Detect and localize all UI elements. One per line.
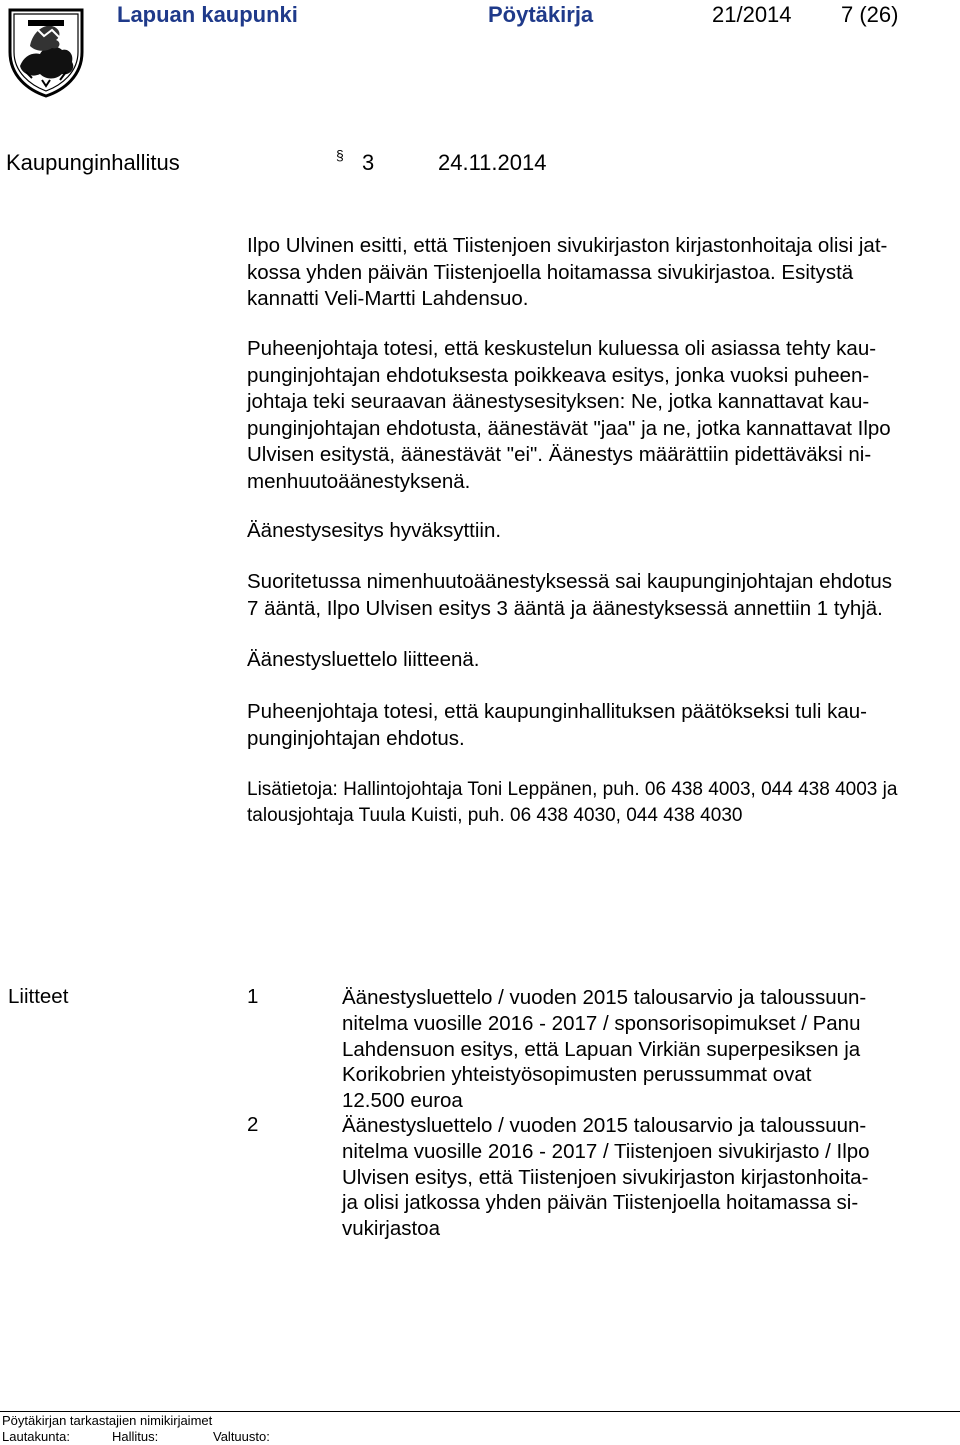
attachment-description: Äänestysluettelo / vuoden 2015 talousarvio ja taloussuun- nitelma vuosille 2016 - 2017 / Tiistenjoen sivukirjasto / Ilpo Ulvisen esitys, että Tiistenjoen sivukirjaston kirjastonhoita- ja olisi jatkossa yhden päivän Tiistenjoella hoitamassa si- vukirjastoa — [342, 1114, 870, 1241]
attachment-number: 1 — [247, 985, 259, 1008]
paragraph: Puheenjohtaja totesi, että kaupunginhallituksen päätökseksi tuli kau- punginjohtajan ehdotus. — [247, 700, 867, 750]
document-number: 21/2014 — [712, 2, 792, 27]
footer-field-government: Hallitus: — [112, 1429, 159, 1444]
attachment-number: 2 — [247, 1113, 259, 1136]
contact-info: Lisätietoja: Hallintojohtaja Toni Leppänen, puh. 06 438 4003, 044 438 4003 ja talousjohtaja Tuula Kuisti, puh. 06 438 4030, 044 438 4030 — [247, 779, 898, 826]
section-icon: § — [336, 147, 344, 163]
page-number: 7 (26) — [841, 2, 899, 27]
meeting-body: Kaupunginhallitus — [6, 150, 180, 175]
attachment-description: Äänestysluettelo / vuoden 2015 talousarvio ja taloussuun- nitelma vuosille 2016 - 2017 / sponsorisopimukset / Panu Lahdensuon esitys, että Lapuan Virkiän superpesiksen ja Korikobrien yhteistyösopimusten perussummat ovat 12.500 euroa — [342, 986, 867, 1113]
section-number: 3 — [362, 150, 375, 175]
coat-of-arms-icon — [6, 6, 86, 98]
paragraph: Puheenjohtaja totesi, että keskustelun kuluessa oli asiassa tehty kau- punginjohtajan ehdotuksesta poikkeava esitys, jonka vuoksi puheen- johtaja teki seuraavan äänestysesityksen: Ne, jotka kannattavat kau- punginjohtajan ehdotusta, äänestävät "jaa" ja ne, jotka kannattavat Ilpo Ulvisen esitystä, äänestävät "ei". Äänestys määrättiin pidettäväksi ni- menhuutoäänestyksenä. — [247, 337, 891, 493]
meeting-date: 24.11.2014 — [438, 150, 547, 175]
organization-name: Lapuan kaupunki — [117, 2, 298, 27]
attachments-label: Liitteet — [8, 985, 69, 1008]
document-type: Pöytäkirja — [488, 2, 594, 27]
footer-field-council: Valtuusto: — [213, 1429, 270, 1444]
footer-divider — [0, 1411, 960, 1412]
paragraph: Äänestysesitys hyväksyttiin. — [247, 519, 502, 542]
footer-field-board: Lautakunta: — [2, 1429, 70, 1444]
paragraph: Ilpo Ulvinen esitti, että Tiistenjoen sivukirjaston kirjastonhoitaja olisi jat- kossa yhden päivän Tiistenjoella hoitamassa sivukirjastoa. Esitystä kannatti Veli-Martti Lahdensuo. — [247, 234, 888, 310]
footer-title: Pöytäkirjan tarkastajien nimikirjaimet — [2, 1413, 213, 1428]
paragraph: Suoritetussa nimenhuutoäänestyksessä sai kaupunginjohtajan ehdotus 7 ääntä, Ilpo Ulvisen esitys 3 ääntä ja äänestyksessä annettiin 1 tyhjä. — [247, 570, 893, 620]
paragraph: Äänestysluettelo liitteenä. — [247, 648, 480, 671]
